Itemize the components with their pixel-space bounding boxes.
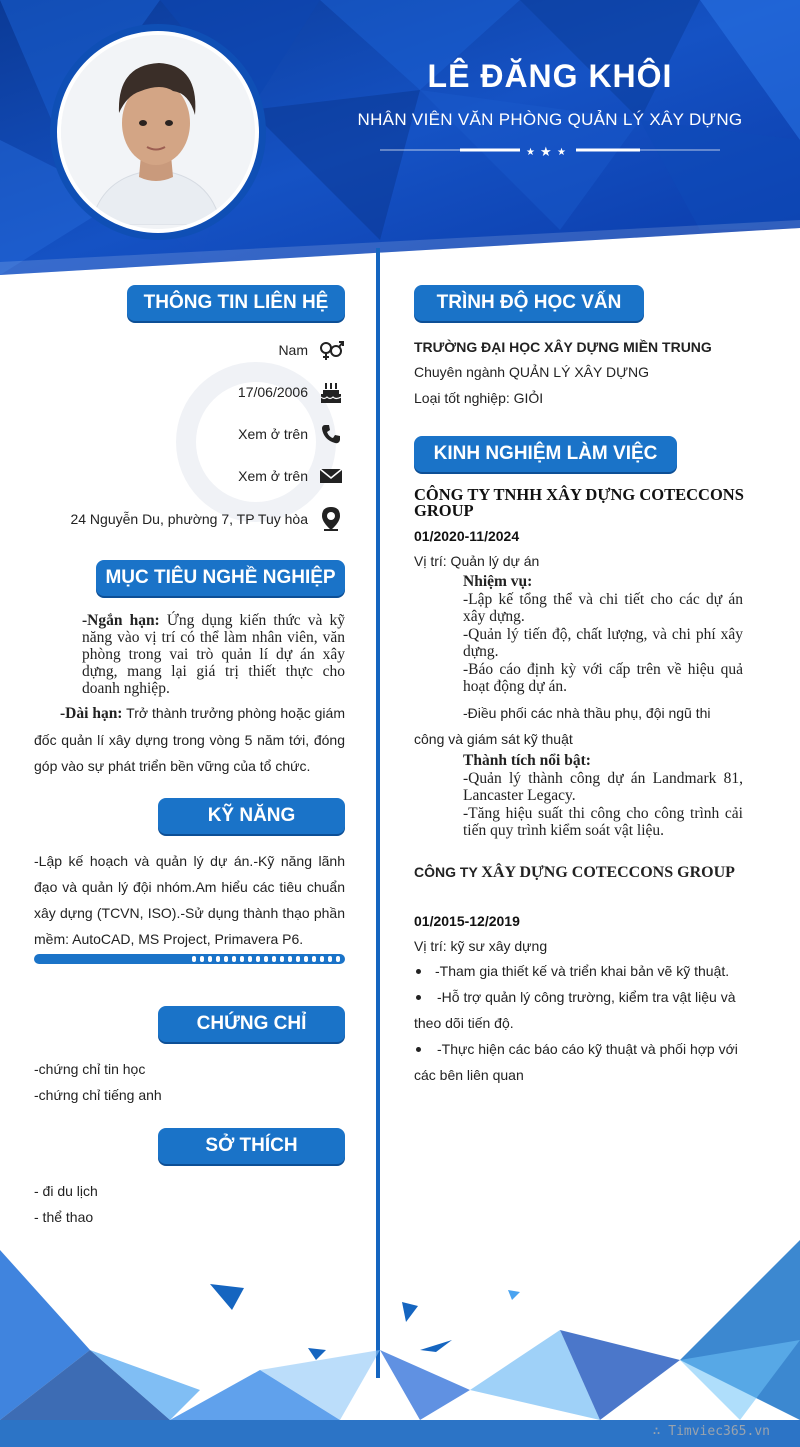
cake-icon bbox=[318, 379, 344, 405]
task-item: -Hỗ trợ quản lý công trường, kiểm tra vật liệu và theo dõi tiến độ. bbox=[414, 989, 736, 1031]
job-period: 01/2020-11/2024 bbox=[414, 528, 520, 544]
achievements-block bbox=[463, 752, 743, 840]
address-value: 24 Nguyễn Du, phường 7, TP Tuy hòa bbox=[70, 511, 308, 527]
section-certificates: CHỨNG CHỈ bbox=[158, 1006, 345, 1042]
svg-text:★: ★ bbox=[557, 147, 566, 158]
certificate-list bbox=[34, 1056, 162, 1108]
section-hobbies: SỞ THÍCH bbox=[158, 1128, 345, 1164]
svg-text:★: ★ bbox=[540, 145, 552, 158]
contact-gender bbox=[278, 337, 344, 363]
objective-long-label: -Dài hạn: bbox=[60, 705, 123, 722]
objective-long bbox=[34, 700, 345, 779]
hobby-list bbox=[34, 1178, 98, 1230]
section-objective: MỤC TIÊU NGHỀ NGHIỆP bbox=[96, 560, 345, 596]
duty-item: -Điều phối các nhà thầu phụ, đội ngũ thi công và giám sát kỹ thuật bbox=[414, 705, 711, 747]
duties-heading: Nhiệm vụ: bbox=[463, 573, 533, 590]
section-contact: THÔNG TIN LIÊN HỆ bbox=[127, 285, 345, 321]
avatar-frame bbox=[50, 24, 266, 240]
job-period: 01/2015-12/2019 bbox=[414, 913, 520, 929]
section-experience: KINH NGHIỆM LÀM VIỆC bbox=[414, 436, 677, 472]
achievements-heading: Thành tích nổi bật: bbox=[463, 752, 591, 769]
site-watermark: ∴ Timviec365.vn bbox=[652, 1424, 770, 1439]
phone-icon bbox=[318, 421, 344, 447]
svg-text:★: ★ bbox=[526, 147, 535, 158]
hobby-item: - thể thao bbox=[34, 1209, 94, 1225]
duties-block bbox=[463, 573, 743, 696]
task-list bbox=[414, 958, 744, 1088]
footer-decoration bbox=[0, 1240, 800, 1447]
company-title-2 bbox=[414, 864, 735, 882]
stars-divider bbox=[380, 142, 720, 158]
task-item: -Thực hiện các báo cáo kỹ thuật và phối hợp với các bên liên quan bbox=[414, 1041, 738, 1083]
education-grade: Loại tốt nghiệp: GIỎI bbox=[414, 390, 544, 406]
duty-item: -Quản lý tiến độ, chất lượng, và chi phí xây dựng. bbox=[463, 625, 743, 660]
company-title: CÔNG TY TNHH XÂY DỰNG COTECCONS GROUP bbox=[414, 485, 744, 520]
contact-address bbox=[70, 506, 344, 532]
phone-value: Xem ở trên bbox=[238, 426, 308, 442]
achievement-item: -Quản lý thành công dự án Landmark 81, Lancaster Legacy. bbox=[463, 769, 743, 804]
hobby-item: - đi du lịch bbox=[34, 1183, 98, 1199]
certificate-item: -chứng chỉ tin học bbox=[34, 1061, 146, 1077]
section-education: TRÌNH ĐỘ HỌC VẤN bbox=[414, 285, 644, 321]
job-position: Vị trí: Quản lý dự án bbox=[414, 553, 540, 569]
gender-icon bbox=[318, 337, 344, 363]
location-icon bbox=[318, 506, 344, 532]
birthday-value: 17/06/2006 bbox=[237, 384, 308, 400]
education-school: TRƯỜNG ĐẠI HỌC XÂY DỰNG MIỀN TRUNG bbox=[414, 339, 712, 355]
objective-short-label: -Ngắn hạn: bbox=[82, 612, 160, 629]
column-divider bbox=[376, 248, 380, 1378]
contact-phone bbox=[238, 421, 344, 447]
objective-short-text: Ứng dụng kiến thức và kỹ năng vào vị trí có thể làm nhân viên, văn phòng trong vai trò quản lí dự án xây dựng, mang lại giá trị thiết thực cho doanh nghiệp. bbox=[82, 612, 346, 697]
education-major: Chuyên ngành QUẢN LÝ XÂY DỰNG bbox=[414, 364, 650, 380]
achievement-item: -Tăng hiệu suất thi công cho công trình cải tiến quy trình kiểm soát vật liệu. bbox=[463, 804, 743, 839]
skills-text: -Lập kế hoạch và quản lý dự án.-Kỹ năng lãnh đạo và quản lý đội nhóm.Am hiểu các tiêu chuẩn xây dựng (TCVN, ISO).-Sử dụng thành thạo phần mềm: AutoCAD, MS Project, Primavera P6. bbox=[34, 853, 345, 947]
objective-short bbox=[82, 612, 345, 697]
company-prefix: CÔNG TY bbox=[414, 864, 478, 880]
duty-item: -Báo cáo định kỳ với cấp trên về hiệu quả hoạt động dự án. bbox=[463, 660, 743, 695]
mail-icon bbox=[318, 463, 344, 489]
contact-birthday bbox=[238, 379, 344, 405]
company-name: XÂY DỰNG COTECCONS GROUP bbox=[481, 864, 735, 881]
certificate-item: -chứng chỉ tiếng anh bbox=[34, 1087, 162, 1103]
skill-level-remaining bbox=[191, 955, 344, 963]
candidate-name: LÊ ĐĂNG KHÔI bbox=[427, 58, 673, 94]
objective-long-text: Trở thành trưởng phòng hoặc giám đốc quản lí xây dựng trong vòng 5 năm tới, đóng góp vào sự phát triển bền vững của tổ chức. bbox=[34, 705, 345, 774]
task-item: -Tham gia thiết kế và triển khai bản vẽ kỹ thuật. bbox=[414, 958, 744, 984]
job-position: Vị trí: kỹ sư xây dựng bbox=[414, 938, 548, 954]
contact-email bbox=[238, 463, 344, 489]
section-skills: KỸ NĂNG bbox=[158, 798, 345, 834]
email-value: Xem ở trên bbox=[238, 468, 308, 484]
avatar bbox=[61, 35, 255, 229]
job-title: NHÂN VIÊN VĂN PHÒNG QUẢN LÝ XÂY DỰNG bbox=[357, 110, 743, 129]
duty-item: -Lập kế tổng thể và chi tiết cho các dự án xây dựng. bbox=[463, 590, 743, 625]
gender-value: Nam bbox=[278, 342, 308, 358]
